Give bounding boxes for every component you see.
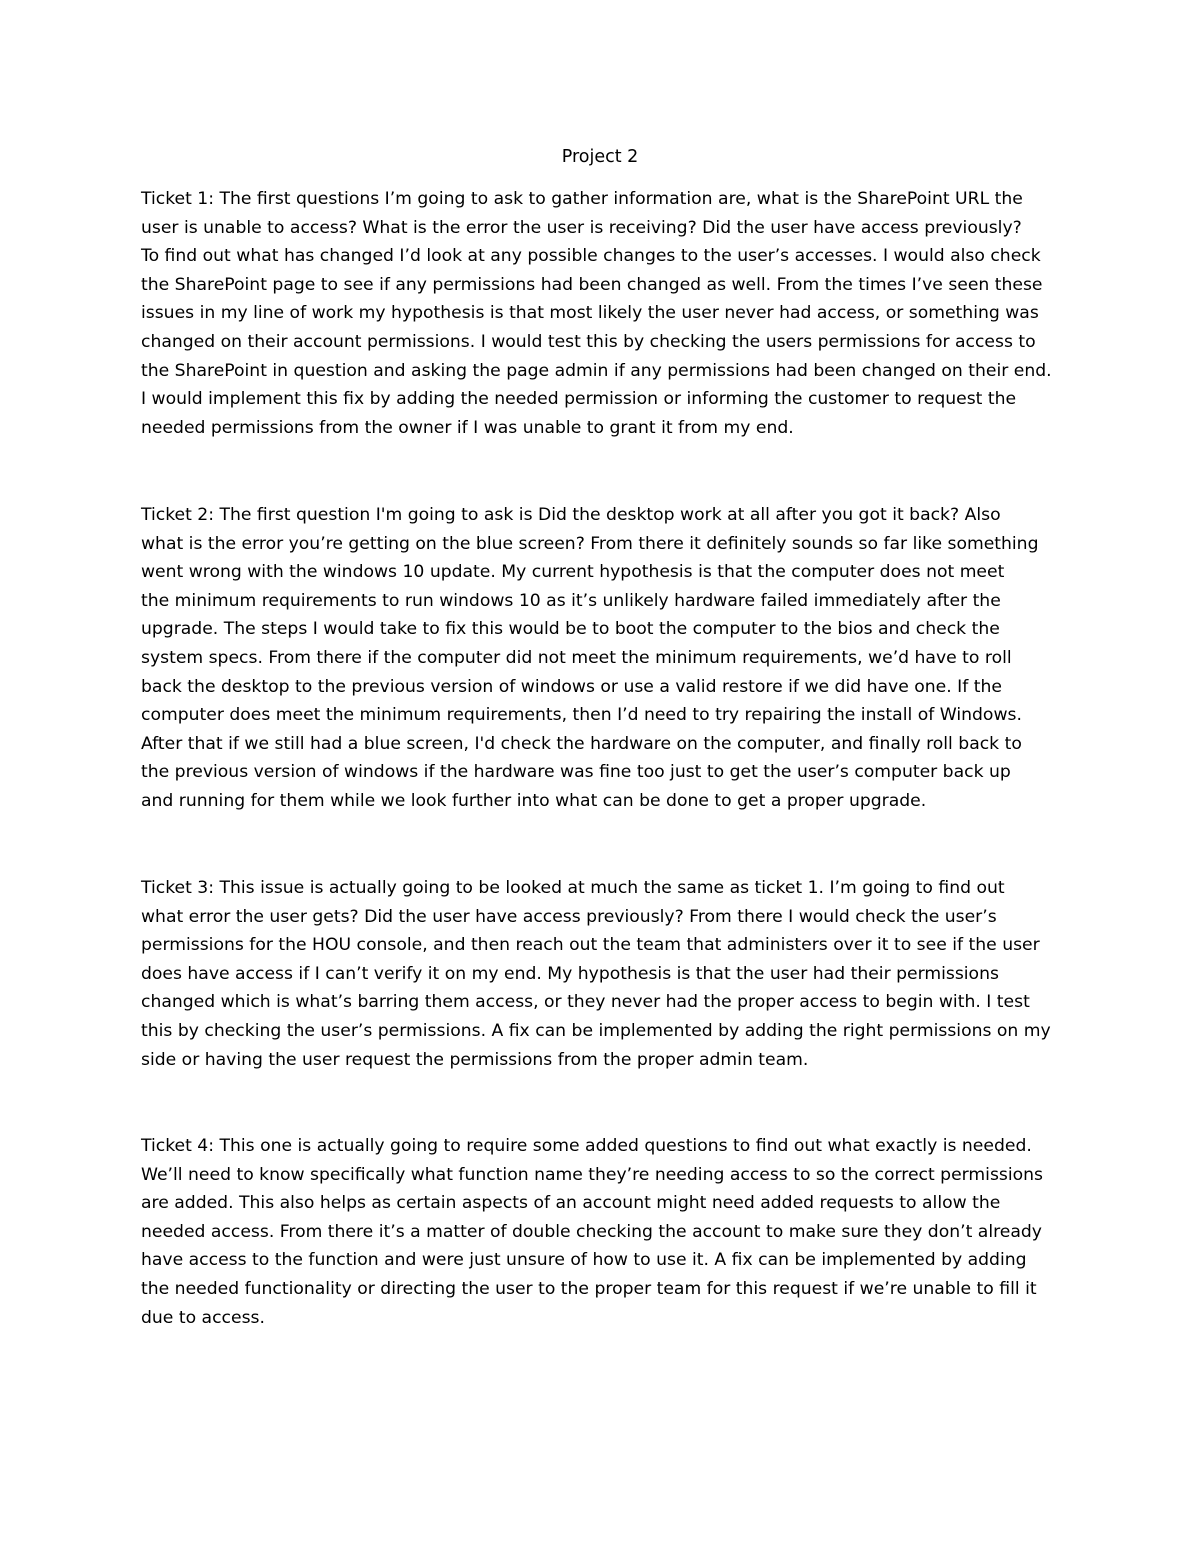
text-line: upgrade. The steps I would take to fix this would be to boot the computer to the bios and check the [141,619,1000,640]
text-line: the SharePoint in question and asking the page admin if any permissions had been changed on their end. [141,360,1052,381]
text-line: system specs. From there if the computer did not meet the minimum requirements, we’d have to roll [141,647,1012,668]
paragraph-ticket-2 [141,501,1066,816]
text-line: Ticket 1: The first questions I’m going to ask to gather information are, what is the SharePoint URL the [141,189,1023,209]
text-line: have access to the function and were just unsure of how to use it. A fix can be implemented by adding [141,1250,1027,1271]
text-line: permissions for the HOU console, and then reach out the team that administers over it to see if the user [141,935,1040,956]
text-line: the minimum requirements to run windows 10 as it’s unlikely hardware failed immediately after the [141,590,1001,611]
text-line: changed which is what’s barring them access, or they never had the proper access to begin with. I test [141,992,1030,1013]
paragraph-ticket-3 [141,874,1066,1074]
text-line: are added. This also helps as certain aspects of an account might need added requests to allow the [141,1193,1001,1214]
text-line: needed permissions from the owner if I was unable to grant it from my end. [141,417,794,438]
text-line: the SharePoint page to see if any permissions had been changed as well. From the times I’ve seen these [141,274,1043,295]
text-line: Ticket 2: The first question I'm going to ask is Did the desktop work at all after you got it back? Also [141,505,1001,525]
paragraph-ticket-1 [141,185,1066,442]
text-line: We’ll need to know specifically what function name they’re needing access to so the correct permissions [141,1164,1043,1185]
text-line: does have access if I can’t verify it on my end. My hypothesis is that the user had their permissions [141,963,999,984]
text-line: the needed functionality or directing the user to the proper team for this request if we’re unable to fill it [141,1278,1037,1299]
text-line: what error the user gets? Did the user have access previously? From there I would check the user’s [141,906,997,927]
text-line: side or having the user request the permissions from the proper admin team. [141,1049,809,1070]
text-line: went wrong with the windows 10 update. My current hypothesis is that the computer does not meet [141,562,1005,583]
text-line: changed on their account permissions. I would test this by checking the users permissions for access to [141,331,1036,352]
text-line: Ticket 4: This one is actually going to require some added questions to find out what exactly is needed. [141,1136,1032,1156]
text-line: computer does meet the minimum requirements, then I’d need to try repairing the install of Windows. [141,705,1022,726]
text-line: Ticket 3: This issue is actually going to be looked at much the same as ticket 1. I’m going to find out [141,878,1005,898]
text-line: back the desktop to the previous version of windows or use a valid restore if we did have one. If the [141,676,1002,697]
text-line: needed access. From there it’s a matter of double checking the account to make sure they don’t already [141,1221,1042,1242]
paragraph-ticket-4 [141,1132,1066,1332]
text-line: what is the error you’re getting on the blue screen? From there it definitely sounds so far like something [141,533,1039,554]
text-line: user is unable to access? What is the error the user is receiving? Did the user have access previously? [141,217,1022,238]
text-line: and running for them while we look further into what can be done to get a proper upgrade. [141,790,927,811]
text-line: issues in my line of work my hypothesis is that most likely the user never had access, or something was [141,303,1039,324]
text-line: the previous version of windows if the hardware was fine too just to get the user’s computer back up [141,762,1011,783]
text-line: this by checking the user’s permissions. A fix can be implemented by adding the right permissions on my [141,1020,1051,1041]
text-line: After that if we still had a blue screen, I'd check the hardware on the computer, and finally roll back to [141,733,1022,754]
text-line: To find out what has changed I’d look at any possible changes to the user’s accesses. I would also check [141,246,1041,267]
document-title: Project 2 [561,147,639,167]
text-line: due to access. [141,1307,265,1328]
text-line: I would implement this fix by adding the needed permission or informing the customer to request the [141,389,1017,410]
